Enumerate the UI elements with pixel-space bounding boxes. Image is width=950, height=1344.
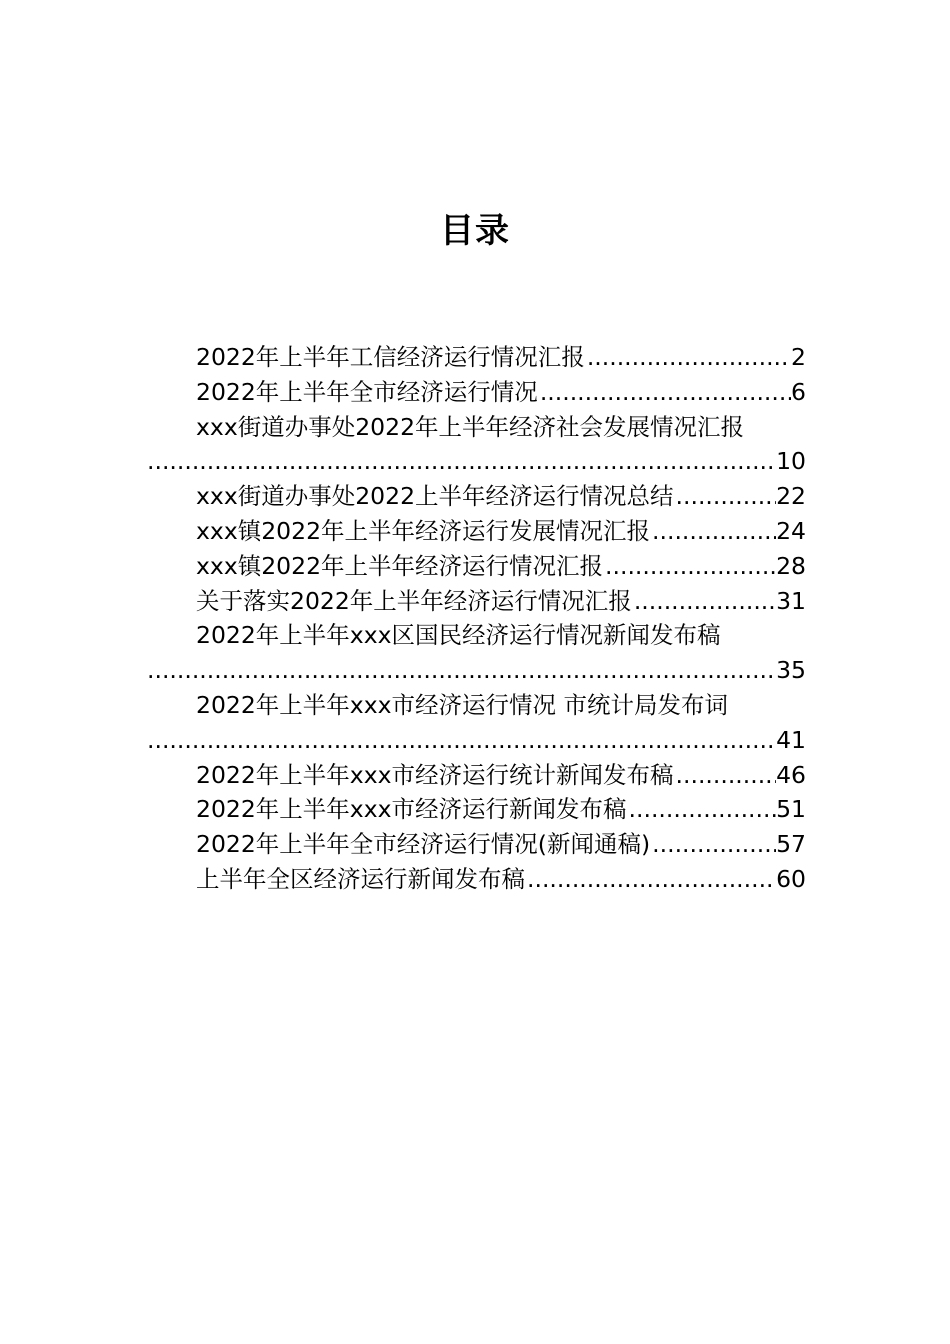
toc-entry-page: 41 [776,725,806,754]
toc-entry[interactable] [145,479,806,514]
toc-leader-dots [674,758,777,793]
toc-entry-page: 10 [776,447,806,476]
toc-entry[interactable] [145,618,806,688]
toc-entry-page: 35 [776,656,806,685]
toc-leader-dots [538,375,791,410]
toc-entry[interactable] [145,862,806,897]
toc-entry[interactable] [145,340,806,375]
toc-entry-title: xxx街道办事处2022年上半年经济社会发展情况汇报 [196,412,745,441]
toc-entry-page: 51 [776,795,806,824]
toc-leader-dots [603,549,776,584]
toc-entry[interactable] [145,375,806,410]
toc-leader-dots [585,340,791,375]
toc-leader-dots [650,514,776,549]
toc-entry-page: 60 [776,864,806,893]
toc-entry-page: 46 [776,760,806,789]
toc-leader-dots [632,584,776,619]
toc-entry-title: 2022年上半年xxx市经济运行情况 市统计局发布词 [196,690,728,719]
toc-leader-dots [145,444,776,479]
toc-entry-page: 6 [791,377,806,406]
toc-entry[interactable] [145,758,806,793]
toc-entry-page: 28 [776,551,806,580]
toc-leader-dots [674,479,777,514]
toc-entry-title: 2022年上半年全市经济运行情况(新闻通稿) [196,830,651,859]
toc-entry[interactable] [145,549,806,584]
toc-entry-title: xxx镇2022年上半年经济运行发展情况汇报 [196,516,651,545]
page-title: 目录 [440,211,510,251]
toc-entry-title: 关于落实2022年上半年经济运行情况汇报 [196,586,632,615]
toc-entry-title: 2022年上半年工信经济运行情况汇报 [196,343,585,371]
toc-entry[interactable] [145,688,806,758]
toc-entry-title: 2022年上半年xxx市经济运行统计新闻发布稿 [196,760,674,789]
toc-entry[interactable] [145,410,806,480]
toc-entry-page: 57 [776,830,806,859]
toc-entry-title: xxx街道办事处2022上半年经济运行情况总结 [196,482,674,511]
toc-entry-title: 2022年上半年全市经济运行情况 [196,377,538,406]
toc-entry-page: 2 [791,343,806,371]
toc-leader-dots [627,792,777,827]
toc-entry-title: 2022年上半年xxx市经济运行新闻发布稿 [196,795,627,824]
toc-entry[interactable] [145,584,806,619]
toc-entry[interactable] [145,514,806,549]
toc-entry-page: 31 [776,586,806,615]
toc-entry-title: 上半年全区经济运行新闻发布稿 [196,864,525,893]
toc-leader-dots [145,723,776,758]
toc-entry-title: 2022年上半年xxx区国民经济运行情况新闻发布稿 [196,621,721,650]
toc-entry[interactable] [145,827,806,862]
toc-entry[interactable] [145,792,806,827]
table-of-contents [145,340,806,897]
toc-leader-dots [525,862,776,897]
toc-entry-page: 24 [776,516,806,545]
toc-entry-title: xxx镇2022年上半年经济运行情况汇报 [196,551,604,580]
toc-leader-dots [145,653,776,688]
toc-leader-dots [650,827,776,862]
toc-entry-page: 22 [776,482,806,511]
